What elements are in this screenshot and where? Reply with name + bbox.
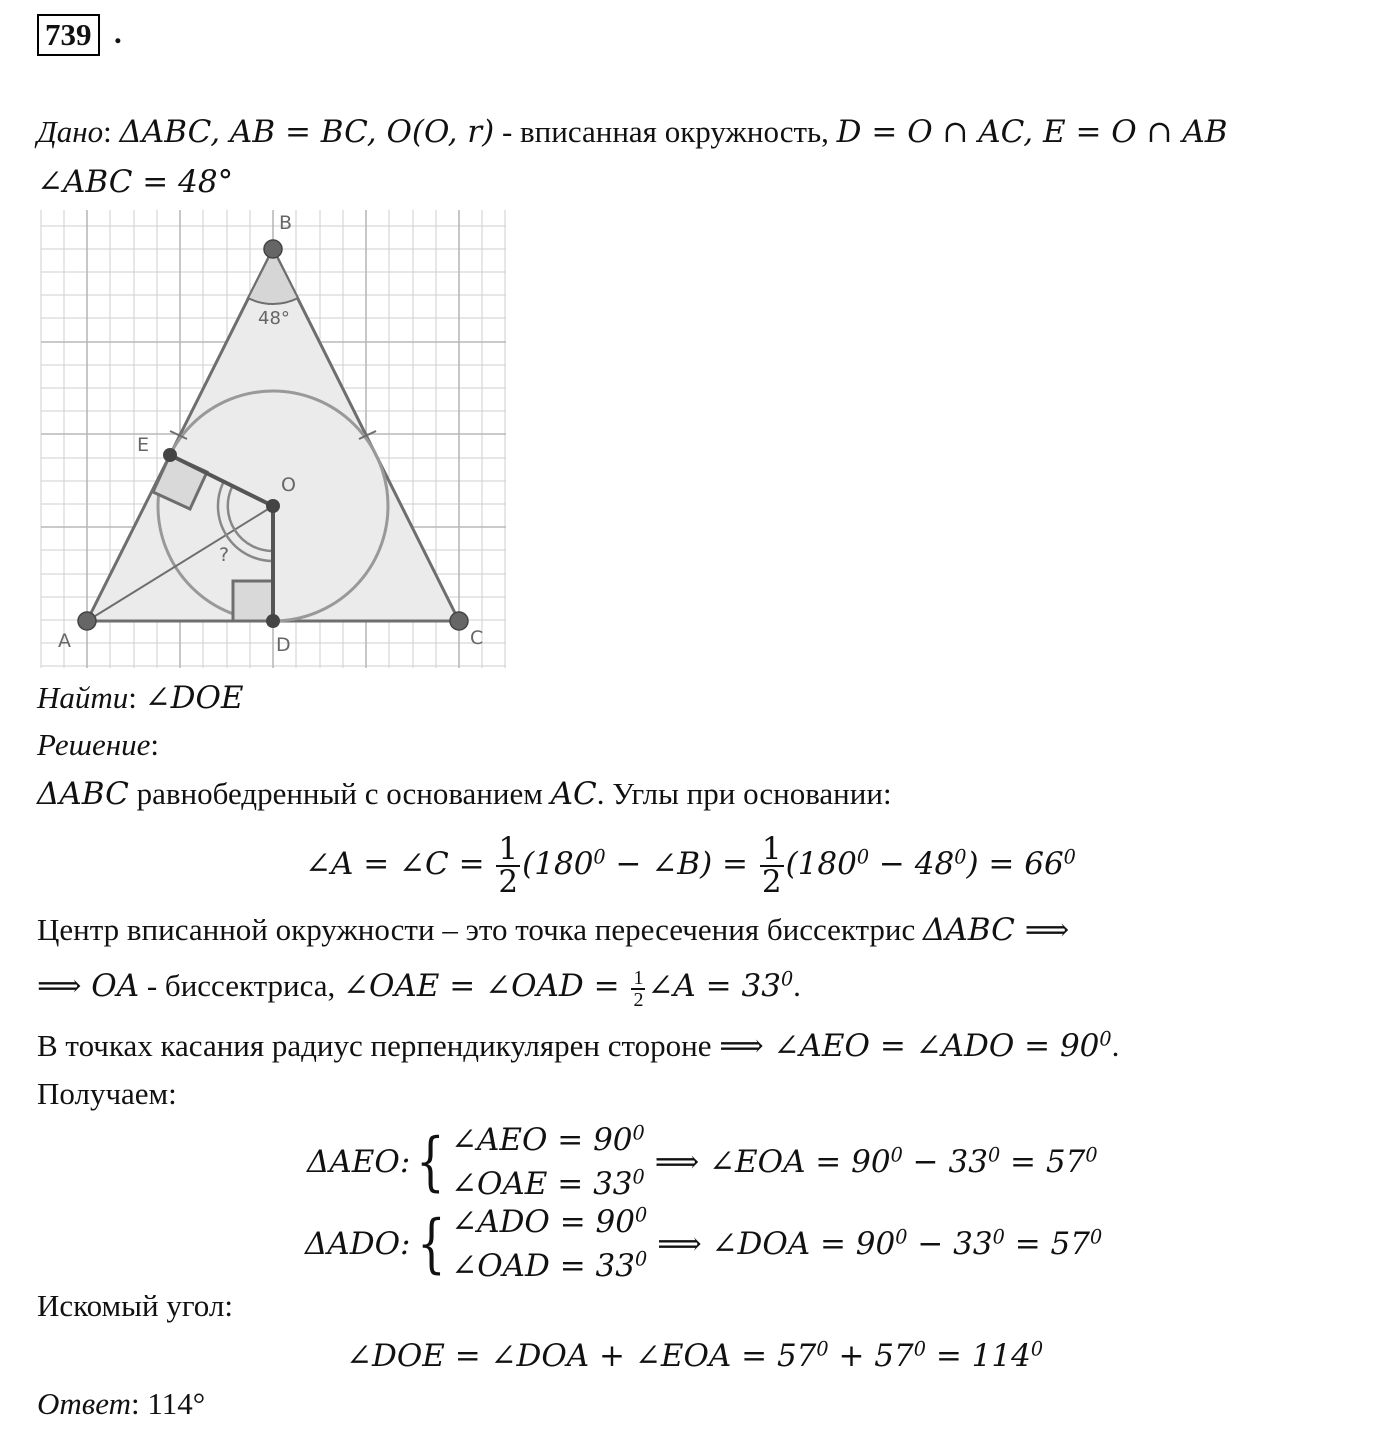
- system-row: [451, 1118, 645, 1162]
- label-d: D: [276, 634, 291, 656]
- problem-number: 739: [37, 14, 100, 56]
- row-text: ∠OAD = 33: [451, 1248, 635, 1284]
- system-result: [655, 1144, 1098, 1180]
- superscript: 0: [1085, 1143, 1098, 1167]
- text: .: [1111, 1028, 1120, 1063]
- given-angle-b: ∠ABC = 48°: [37, 164, 234, 200]
- point-d: [266, 614, 280, 628]
- eq-part: (180: [785, 846, 857, 882]
- solution-line-3: [37, 958, 801, 1014]
- superscript: 0: [632, 1121, 645, 1145]
- superscript: 0: [816, 1337, 829, 1361]
- system-head: ΔAEO:: [307, 1144, 411, 1180]
- numerator: 1: [633, 966, 644, 989]
- given-label: Дано: [37, 114, 104, 149]
- row-text: ∠ADO = 90: [451, 1204, 635, 1240]
- superscript: 0: [634, 1203, 648, 1227]
- eq-part: (180: [522, 846, 594, 882]
- solution-line-2: [37, 912, 1069, 948]
- system-head: ΔADO:: [305, 1226, 411, 1262]
- denominator: 2: [498, 863, 519, 900]
- label-e: E: [137, 434, 150, 456]
- find-colon: :: [128, 680, 145, 715]
- answer-value: 114°: [147, 1386, 206, 1421]
- solution-line-6: Искомый угол:: [37, 1288, 233, 1323]
- row-text: ∠AEO = 90: [450, 1122, 633, 1158]
- text: .: [793, 968, 801, 1003]
- eq-part: + 57: [828, 1338, 914, 1374]
- math-oa: ⟹ OA: [37, 968, 140, 1004]
- text: равнобедренный с основанием: [128, 776, 551, 811]
- superscript: 0: [856, 845, 870, 869]
- equation-final: [346, 1338, 1043, 1374]
- find-line: [37, 680, 244, 716]
- solution-colon: :: [150, 727, 159, 762]
- superscript: 0: [634, 1247, 648, 1271]
- numerator: 1: [761, 830, 782, 867]
- eq-part: − 48: [869, 846, 955, 882]
- point-e: [163, 448, 177, 462]
- find-label: Найти: [37, 680, 129, 715]
- superscript: 0: [913, 1337, 926, 1361]
- system-aeo: [307, 1118, 1098, 1206]
- system-ado: [305, 1200, 1102, 1288]
- label-o: O: [281, 474, 296, 496]
- res-part: − 33: [907, 1226, 993, 1262]
- equation-base-angles: [305, 822, 1076, 906]
- given-line-1: [37, 114, 1228, 150]
- eq-part: − ∠B) =: [605, 846, 758, 882]
- fraction: [496, 830, 520, 900]
- brace-icon: {: [416, 1207, 446, 1281]
- answer-line: [37, 1386, 205, 1422]
- denominator: 2: [633, 988, 644, 1011]
- superscript: 0: [954, 845, 967, 869]
- system-rows: [451, 1200, 647, 1288]
- res-part: ⟹ ∠EOA = 90: [654, 1144, 891, 1180]
- numerator: 1: [498, 830, 519, 867]
- denominator: 2: [761, 863, 782, 900]
- given-math-1: ΔABC, AB = BC, O(O, r): [119, 114, 495, 150]
- eq-part: ∠DOE = ∠DOA + ∠EOA = 57: [346, 1338, 817, 1374]
- solution-label: Решение: [37, 727, 151, 762]
- superscript: 0: [987, 1143, 1001, 1167]
- math-base: AC: [550, 776, 597, 812]
- text: Центр вписанной окружности – это точка пересечения биссектрис: [37, 912, 924, 947]
- superscript: 0: [895, 1225, 908, 1249]
- label-a: A: [58, 630, 71, 652]
- given-math-2: D = O ∩ AC, E = O ∩ AB: [836, 114, 1228, 150]
- answer-colon: :: [130, 1386, 148, 1421]
- superscript: 0: [992, 1225, 1005, 1249]
- text: В точках касания радиус перпендикулярен стороне: [37, 1028, 720, 1063]
- eq-part: = 114: [925, 1338, 1031, 1374]
- superscript: 0: [593, 845, 606, 869]
- right-angle-d: [233, 581, 273, 621]
- label-angle-b: 48°: [258, 308, 290, 329]
- solution-line-1: [37, 776, 892, 812]
- math: ⟹ ∠AEO = ∠ADO = 90: [719, 1028, 1100, 1064]
- solution-heading: [37, 727, 159, 763]
- res-part: = 57: [1004, 1226, 1090, 1262]
- brace-icon: {: [416, 1125, 445, 1199]
- find-value: ∠DOE: [144, 680, 244, 716]
- label-b: B: [279, 212, 293, 234]
- text: . Углы при основании:: [596, 776, 892, 811]
- system-row: [451, 1244, 647, 1288]
- given-colon: :: [103, 114, 120, 149]
- superscript: 0: [890, 1143, 903, 1167]
- point-b: [264, 240, 282, 258]
- math-implies: ΔABC ⟹: [923, 912, 1070, 948]
- label-unknown: ?: [219, 544, 230, 566]
- system-rows: [451, 1118, 645, 1206]
- eq-part: ∠A = ∠C =: [305, 846, 495, 882]
- superscript: 0: [632, 1165, 645, 1189]
- label-c: C: [470, 627, 484, 649]
- math-triangle: ΔABC: [37, 776, 129, 812]
- superscript: 0: [780, 967, 794, 991]
- given-text: - вписанная окружность,: [494, 114, 837, 149]
- fraction: [760, 830, 784, 900]
- problem-number-dot: .: [114, 15, 122, 50]
- solution-line-4: [37, 1028, 1119, 1064]
- text: - биссектриса,: [139, 968, 344, 1003]
- triangle-figure: [36, 208, 511, 670]
- superscript: 0: [1089, 1225, 1103, 1249]
- row-text: ∠OAE = 33: [450, 1166, 633, 1202]
- superscript: 0: [1099, 1027, 1112, 1051]
- math: ∠OAE = ∠OAD =: [343, 968, 630, 1004]
- res-part: = 57: [1000, 1144, 1086, 1180]
- eq-part: ) = 66: [966, 846, 1064, 882]
- solution-line-5: Получаем:: [37, 1076, 177, 1111]
- superscript: 0: [1063, 845, 1076, 869]
- point-o: [266, 499, 280, 513]
- system-result: [657, 1226, 1102, 1262]
- point-a: [78, 612, 96, 630]
- small-fraction: [631, 968, 645, 1010]
- answer-label: Ответ: [37, 1386, 131, 1421]
- res-part: − 33: [902, 1144, 988, 1180]
- system-row: [451, 1200, 647, 1244]
- math: ∠A = 33: [647, 968, 781, 1004]
- res-part: ⟹ ∠DOA = 90: [657, 1226, 896, 1262]
- point-c: [450, 612, 468, 630]
- superscript: 0: [1030, 1337, 1044, 1361]
